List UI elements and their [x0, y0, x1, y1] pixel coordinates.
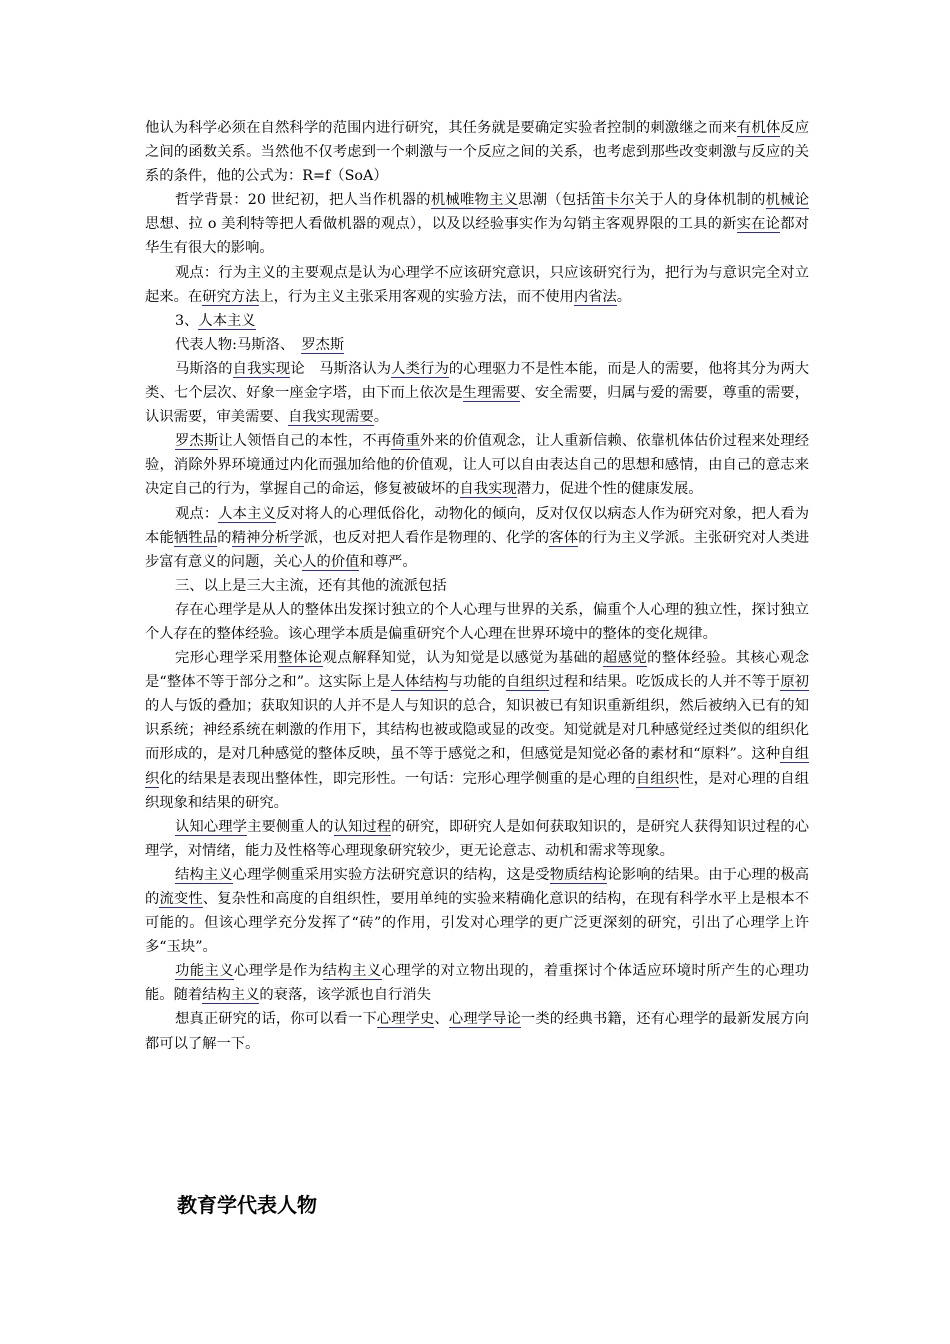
hyperlink[interactable]: 人本主义 [218, 505, 276, 522]
text-run: 上，行为主义主张采用客观的实验方法，而不使用 [259, 288, 574, 305]
paragraph [145, 574, 809, 598]
paragraph [145, 598, 809, 646]
hyperlink[interactable]: 牺牲品 [173, 529, 218, 546]
text-run: 派，也反对把人看作是物理的、化学的 [303, 529, 550, 546]
text-run: 论 马斯洛认为 [290, 360, 392, 377]
text-run: 过程和结果。吃饭成长的人并不等于 [549, 674, 781, 691]
text-run: 与功能的 [448, 674, 507, 691]
hyperlink[interactable]: 整体论 [278, 650, 323, 667]
text-run: 、 [434, 1011, 449, 1028]
text-run: 潜力，促进个性的健康发展。 [516, 481, 703, 498]
hyperlink[interactable]: 心理学导论 [448, 1011, 521, 1028]
text-run: 观点： [175, 505, 219, 522]
hyperlink[interactable]: 人的价值 [302, 553, 360, 570]
hyperlink[interactable]: 有机体 [736, 120, 781, 136]
hyperlink[interactable]: 实在论 [736, 216, 781, 233]
text-run: 观点解释知觉，认为知觉是以感觉为基础的 [322, 650, 603, 667]
text-run: 化的结果是表现出整体性，即完形性。一句话：完形心理学侧重的是心理的 [159, 770, 636, 787]
paragraph [145, 309, 809, 333]
section-title: 教育学代表人物 [177, 1193, 317, 1217]
hyperlink[interactable]: 自我实现 [459, 481, 517, 498]
text-run: 存在心理学是从人的整体出发探讨独立的个人心理与世界的关系，偏重个人心理的独立性，探讨独立个人存在的整体经验。该心理学本质是偏重研究个人心理在世界环境中的整体的变化规律。 [145, 601, 809, 642]
paragraph [145, 646, 809, 815]
paragraph [145, 188, 809, 260]
hyperlink[interactable]: 自组织 [145, 746, 809, 787]
hyperlink[interactable]: 心理学史 [376, 1011, 435, 1028]
hyperlink[interactable]: 罗杰斯 [175, 433, 219, 450]
text-run: 的人与饭的叠加；获取知识的人并不是人与知识的总合，知识被已有知识重新组织，然后被纳入已有的知识系统；神经系统在刺激的作用下，其结构也被或隐或显的改变。知觉就是对几种感觉经过类似的组织化而形成的，是对几种感觉的整体反映，虽不等于感觉之和，但感觉是知觉必备的素材和“原料”。这种 [145, 698, 809, 763]
text-run: 的衰落，该学派也自行消失 [259, 987, 431, 1004]
paragraph [145, 1007, 809, 1055]
hyperlink[interactable]: 自组织 [506, 674, 550, 691]
hyperlink[interactable]: 罗杰斯 [301, 336, 345, 353]
text-run: 他认为科学必须在自然科学的范围内进行研究，其任务就是要确定实验者控制的刺激继之而来 [145, 120, 737, 136]
paragraph [145, 863, 809, 959]
text-run: 思潮（包括 [518, 192, 591, 209]
text-run: 反应之间的函数关系。当然他不仅考虑到一个刺激与一个反应之间的关系，也考虑到那些改变刺激与反应的关系的条件，他的公式为：R=f（SoA） [145, 120, 810, 185]
text-run: 哲学背景：20 世纪初，把人当作机器的 [175, 192, 431, 209]
hyperlink[interactable]: 结构主义 [202, 987, 260, 1004]
text-run: 的行为主义学派。主张研究对人类进步富有意义的问题，关心 [145, 529, 810, 570]
text-run: 主要侧重人的 [247, 818, 334, 835]
text-run: 三、以上是三大主流，还有其他的流派包括 [175, 577, 447, 594]
text-run: 观点：行为主义的主要观点是认为心理学不应该研究意识，只应该研究行为，把行为与意识完全对立起来。在 [145, 264, 809, 305]
text-run: 外来的价值观念，让人重新信赖、依靠机体估价过程来处理经验，消除外界环境通过内化而强加给他的价值观，让人可以自由表达自己的思想和感情，由自己的意志来决定自己的行为，掌握自己的命运，修复被破坏的 [145, 433, 810, 498]
hyperlink[interactable]: 认知心理学 [175, 818, 248, 835]
text-run: 和尊严。 [359, 553, 417, 570]
body-text [145, 116, 809, 1056]
text-run: 心理学是作为 [234, 963, 323, 980]
text-run: 反对将人的心理低俗化，动物化的倾向，反对仅仅以病态人作为研究对象，把人看为本能 [145, 505, 810, 546]
hyperlink[interactable]: 生理需要 [462, 385, 521, 402]
text-run: 思想、拉 o 美利特等把人看做机器的观点），以及以经验事实作为勾销主客观界限的工具的新 [145, 216, 737, 233]
text-run: 、安全需要，归属与爱的需要，尊重的需要，认识需要，审美需要、 [145, 385, 810, 426]
paragraph [145, 116, 809, 188]
hyperlink[interactable]: 超感觉 [602, 650, 648, 667]
text-run: 3、 [175, 312, 199, 329]
text-run: 的整体经验。其核心观念是“整体不等于部分之和”。这实际上是 [145, 650, 810, 691]
text-run: 。 [373, 409, 389, 426]
hyperlink[interactable]: 人体结构 [390, 674, 449, 691]
hyperlink[interactable]: 自组织 [635, 770, 680, 787]
hyperlink[interactable]: 自我实现需要 [287, 409, 374, 426]
hyperlink[interactable]: 原初 [780, 674, 810, 691]
text-run: 马斯洛的 [175, 360, 233, 377]
hyperlink[interactable]: 物质结构 [549, 866, 608, 883]
text-run: 关于人的身体机制的 [634, 192, 766, 209]
hyperlink[interactable]: 人类行为 [391, 360, 449, 377]
text-run: 。 [616, 288, 632, 305]
paragraph [145, 357, 809, 429]
text-run: 让人领悟自己的本性，不再 [218, 433, 392, 450]
hyperlink[interactable]: 流变性 [159, 891, 203, 907]
text-run: 性，是对心理的自组织现象和结果的研究。 [145, 770, 810, 811]
text-run: 想真正研究的话，你可以看一下 [175, 1011, 377, 1028]
paragraph [145, 815, 809, 863]
hyperlink[interactable]: 客体 [549, 529, 579, 546]
text-run: 完形心理学采用 [175, 650, 279, 667]
hyperlink[interactable]: 内省法 [573, 288, 617, 305]
hyperlink[interactable]: 机械唯物主义 [430, 192, 519, 209]
paragraph [145, 502, 809, 574]
text-run: 心理学侧重采用实验方法研究意识的结构，这是受 [232, 866, 550, 883]
hyperlink[interactable]: 自我实现 [232, 360, 291, 377]
text-run: 心理学的对立物出现的，着重探讨个体适应环境时所产生的心理功能。随着 [145, 963, 810, 1004]
paragraph [145, 333, 809, 357]
hyperlink[interactable]: 倚重 [391, 433, 421, 450]
hyperlink[interactable]: 结构主义 [175, 866, 233, 883]
paragraph [145, 959, 809, 1007]
hyperlink[interactable]: 功能主义 [175, 963, 235, 980]
hyperlink[interactable]: 研究方法 [202, 288, 260, 305]
paragraph [145, 261, 809, 309]
paragraph [145, 429, 809, 501]
hyperlink[interactable]: 机械论 [765, 192, 810, 209]
hyperlink[interactable]: 结构主义 [322, 963, 382, 980]
text-run: 的 [217, 529, 232, 546]
text-run: 的心理驱力不是性本能，而是人的需要，他将其分为两大类、七个层次、好象一座金字塔，由下而上依次是 [145, 360, 810, 402]
hyperlink[interactable]: 笛卡尔 [590, 192, 635, 209]
text-run: 都对华生有很大的影响。 [145, 216, 810, 257]
hyperlink[interactable]: 认知过程 [333, 818, 392, 835]
text-run: 一类的经典书籍，还有心理学的最新发展方向都可以了解一下。 [145, 1011, 810, 1052]
text-run: 的研究，即研究人是如何获取知识的，是研究人获得知识过程的心理学，对情绪，能力及性格等心理现象研究较少，更无论意志、动机和需求等现象。 [145, 818, 810, 859]
hyperlink[interactable]: 精神分析学 [231, 529, 304, 546]
text-run: 代表人物:马斯洛、 [175, 336, 302, 353]
text-run: 论影响的结果。由于心理的极高的 [145, 866, 810, 907]
text-run: 、复杂性和高度的自组织性，要用单纯的实验来精确化意识的结构，在现有科学水平上是根本不可能的。但该心理学充分发挥了“砖”的作用，引发对心理学的更广泛更深刻的研究，引出了心理学上许多“玉块”。 [145, 891, 810, 956]
hyperlink[interactable]: 人本主义 [198, 312, 256, 329]
